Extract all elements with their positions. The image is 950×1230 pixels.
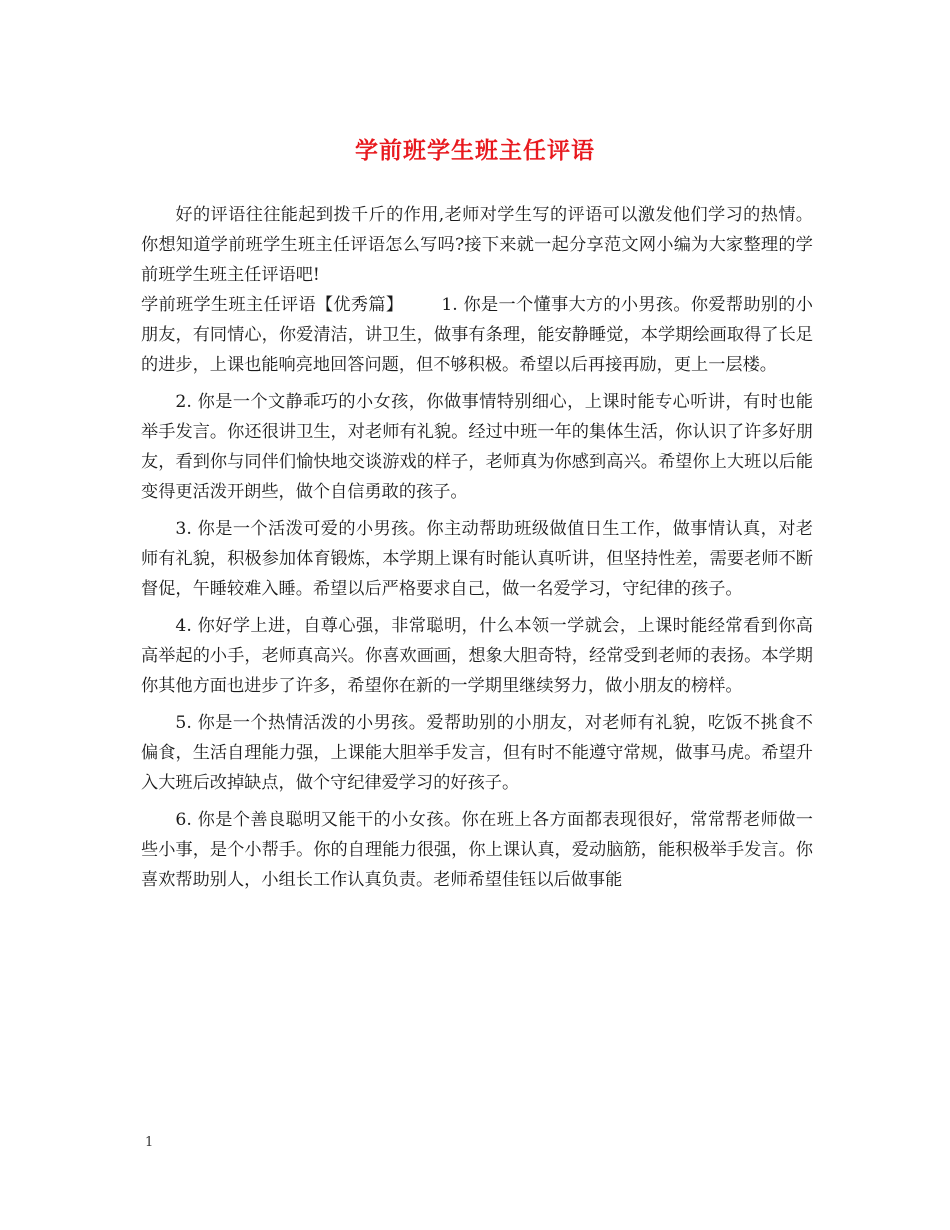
comment-item-5: 5. 你是一个热情活泼的小男孩。爱帮助别的小朋友，对老师有礼貌，吃饭不挑食不偏食，生活自理能力强，上课能大胆举手发言，但有时不能遵守常规，做事马虎。希望升入大班后改掉缺点，做个守纪律爱学习的好孩子。 — [141, 713, 813, 793]
document-title: 学前班学生班主任评语 — [355, 138, 595, 164]
intro-paragraph: 好的评语往往能起到拨千斤的作用,老师对学生写的评语可以激发他们学习的热情。你想知道学前班学生班主任评语怎么写吗?接下来就一起分享范文网小编为大家整理的学前班学生班主任评语吧! — [141, 205, 813, 285]
section-label: 学前班学生班主任评语【优秀篇】 — [141, 295, 404, 315]
document-body — [141, 200, 813, 902]
page-number: 1 — [145, 1135, 154, 1150]
comment-item-4: 4. 你好学上进，自尊心强，非常聪明，什么本领一学就会，上课时能经常看到你高高举起的小手，老师真高兴。你喜欢画画，想象大胆奇特，经常受到老师的表扬。本学期你其他方面也进步了许多，希望你在新的一学期里继续努力，做小朋友的榜样。 — [141, 616, 813, 696]
comment-item-3: 3. 你是一个活泼可爱的小男孩。你主动帮助班级做值日生工作，做事情认真，对老师有礼貌，积极参加体育锻炼，本学期上课有时能认真听讲，但坚持性差，需要老师不断督促，午睡较难入睡。希望以后严格要求自己，做一名爱学习，守纪律的孩子。 — [141, 519, 813, 599]
comment-item-6: 6. 你是个善良聪明又能干的小女孩。你在班上各方面都表现很好，常常帮老师做一些小事，是个小帮手。你的自理能力很强，你上课认真，爱动脑筋，能积极举手发言。你喜欢帮助别人，小组长工作认真负责。老师希望佳钰以后做事能 — [141, 810, 813, 890]
comment-item-1: 1. 你是一个懂事大方的小男孩。你爱帮助别的小朋友，有同情心，你爱清洁，讲卫生，做事有条理，能安静睡觉，本学期绘画取得了长足的进步，上课也能响亮地回答问题，但不够积极。希望以后再接再励，更上一层楼。 — [141, 295, 813, 375]
comment-item-2: 2. 你是一个文静乖巧的小女孩，你做事情特别细心，上课时能专心听讲，有时也能举手发言。你还很讲卫生，对老师有礼貌。经过中班一年的集体生活，你认识了许多好朋友，看到你与同伴们愉快地交谈游戏的样子，老师真为你感到高兴。希望你上大班以后能变得更活泼开朗些，做个自信勇敢的孩子。 — [141, 392, 813, 502]
section-paragraph — [141, 290, 813, 380]
